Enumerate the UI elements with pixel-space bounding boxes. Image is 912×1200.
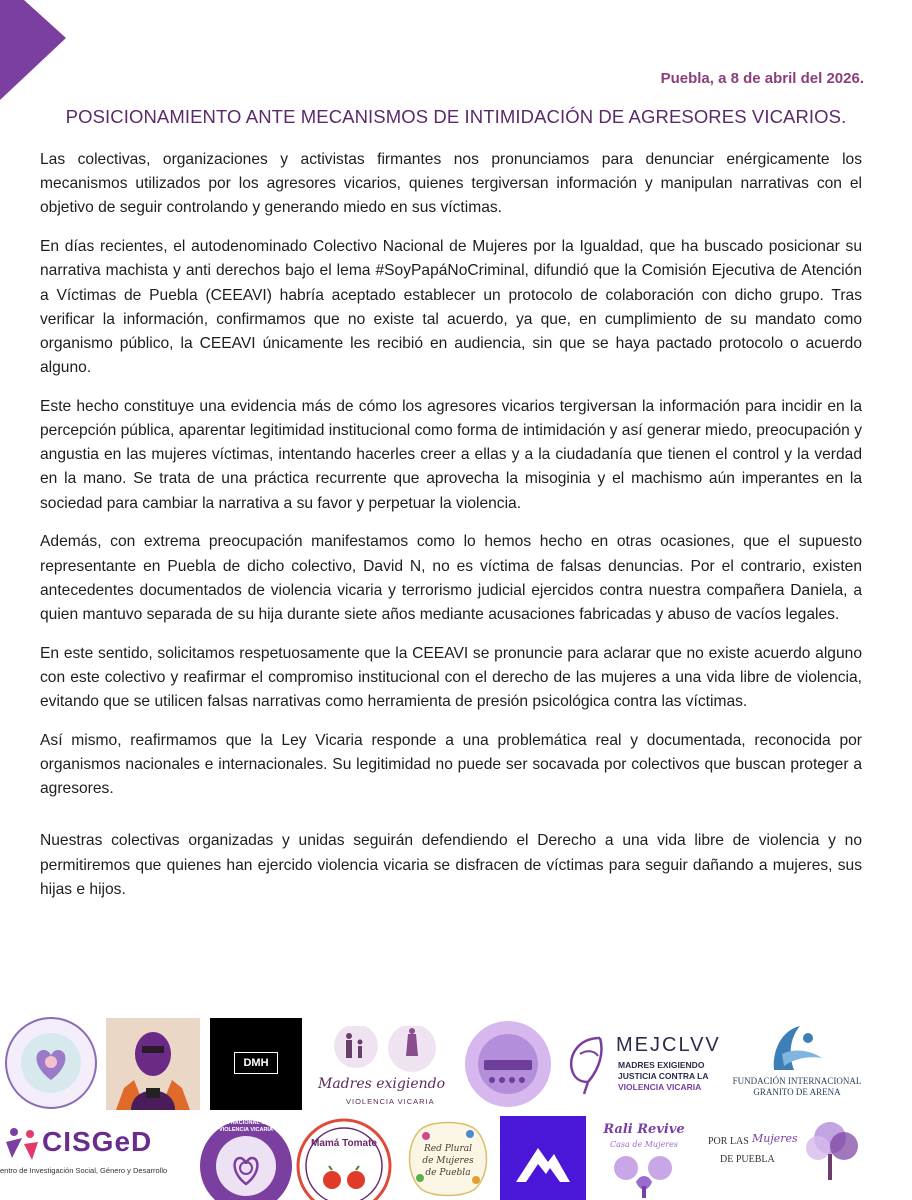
mujeres-puebla-line-1: POR LAS [708,1136,749,1147]
paragraph-4: Además, con extrema preocupación manifestamos como lo hemos hecho en otras ocasiones, que el supuesto representante en Puebla de dicho colectivo, David N, no es víctima de falsas denuncias. Por el contrario, existen antecedentes documentados de violencia vicaria y terrorismo judicial ejercidos contra nuestra compañera Daniela, a quien mantuvo separada de su hija durante siete años mediante acusaciones fabricadas y abuso de vacíos legales. [40,533,862,623]
granito-line-2: GRANITO DE ARENA [753,1087,841,1097]
mujeres-puebla-line-3: DE PUEBLA [720,1154,775,1165]
paragraph-1: Las colectivas, organizaciones y activistas firmantes nos pronunciamos para denunciar enérgicamente los mecanismos utilizados por los agresores vicarios, quienes tergiversan información y manipulan narrativas con el objetivo de seguir controlando y generando miedo en sus víctimas. [40,151,862,217]
logo-cisged [0,1118,180,1190]
logo-frente-nacional [198,1118,294,1200]
rali-line-1: Rali Revive [603,1122,685,1137]
paragraph-6: Así mismo, reafirmamos que la Ley Vicaria responde a una problemática real y documentada, reconocida por organismos nacionales e internacionales. Su legitimidad no puede ser socavada por colectivos que buscan proteger a agresores. [40,731,862,798]
red-plural-line-3: de Puebla [425,1168,471,1178]
granito-line-1: FUNDACIÓN INTERNACIONAL [732,1076,862,1086]
cisged-name: CISGeD [42,1126,153,1157]
madres-script-text: Madres exigiendo [318,1076,446,1092]
document-title: POSICIONAMIENTO ANTE MECANISMOS DE INTIMIDACIÓN DE AGRESORES VICARIOS. [65,106,847,127]
cisged-sub: entro de Investigación Social, Género y Desarrollo [0,1166,168,1175]
logo-madres-exigiendo [312,1026,454,1112]
madres-sub-text: VIOLENCIA VICARIA [346,1097,435,1106]
logo-dmh [210,1018,302,1110]
red-plural-line-2: de Mujeres [422,1156,474,1166]
paragraph-3: Este hecho constituye una evidencia más de cómo los agresores vicarios tergiversan la información para incidir en la percepción pública, aparentar legitimidad institucional como forma de intimidación y así generar miedo, preocupación y angustia en las mujeres víctimas, intentando hacerles creer a ellas y a la ciudadanía que tienen el control y la verdad en la mano. Se trata de una práctica recurrente que aprovecha la misoginia y el machismo aún imperantes en la sociedad para cambiar la narrativa a su favor y perpetuar la violencia. [40,397,862,512]
logo-heart-collective [4,1016,98,1110]
mejclvv-line-2: JUSTICIA CONTRA LA [618,1071,709,1081]
frente-ring-text: FRENTE NACIONAL CONTRA VIOLENCIA VICARIA [207,1120,285,1133]
logo-mountain [500,1116,586,1200]
dmh-text: DMH [234,1052,278,1074]
mejclvv-line-3: VIOLENCIA VICARIA [618,1082,702,1092]
logo-por-las-mujeres-de-puebla [700,1118,870,1190]
rali-line-2: Casa de Mujeres [610,1140,678,1149]
logo-mejclvv [560,1030,722,1110]
logo-purple-circle [462,1018,554,1110]
paragraph-7: Nuestras colectivas organizadas y unidas seguirán defendiendo el Derecho a una vida libre de violencia y no permitiremos que quienes han ejercido violencia vicaria se disfracen de víctimas para seguir dañando a mujeres, sus hijas e hijos. [40,832,862,898]
logo-granito-de-arena [722,1020,872,1110]
logo-rali-revive [596,1116,692,1200]
paragraph-2: En días recientes, el autodenominado Colectivo Nacional de Mujeres por la Igualdad, que ha buscado posicionar su narrativa machista y anti derechos bajo el lema #SoyPapáNoCriminal, difundió que la Comisión Ejecutiva de Atención a Víctimas de Puebla (CEEAVI) habría aceptado establecer un protocolo de colaboración con dicho grupo. Tras verificar la información, confirmamos que no existe tal acuerdo, ya que, en cumplimiento de su mandato como organismo público, la CEEAVI únicamente les recibió en audiencia, sin que se haya pactado protocolo o acuerdo alguno. [40,238,862,377]
corner-decoration [0,0,68,100]
logo-red-plural [400,1118,496,1200]
mejclvv-acronym: MEJCLVV [616,1034,721,1056]
mujeres-puebla-line-2: Mujeres [752,1132,798,1145]
signatory-logos [0,1012,912,1200]
mejclvv-line-1: MADRES EXIGIENDO [618,1060,705,1070]
logo-masked-woman [106,1018,200,1110]
red-plural-line-1: Red Plural [423,1144,472,1154]
mama-tomate-text: Mamá Tomate [311,1138,377,1149]
paragraph-5: En este sentido, solicitamos respetuosamente que la CEEAVI se pronuncie para aclarar que no existe acuerdo alguno con este colectivo y reafirmar el compromiso institucional con el derecho de las mujeres a una vida libre de violencia, evitando que se utilicen falsas narrativas como herramienta de presión psicológica contra las víctimas. [40,644,862,711]
document-body [40,148,862,916]
logo-mama-tomate [296,1118,392,1200]
date-line: Puebla, a 8 de abril del 2026. [660,70,864,87]
